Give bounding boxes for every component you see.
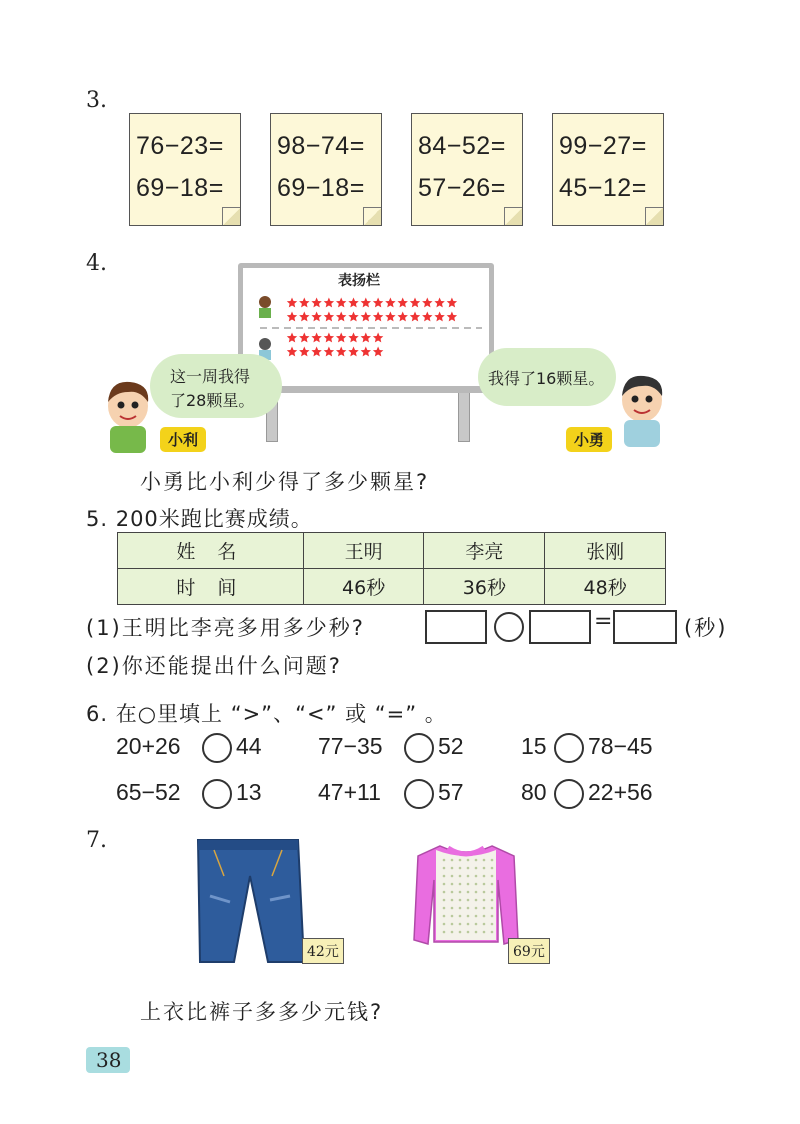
equation: 69−18= [136,174,224,202]
star-icon [299,298,309,308]
pattern-dot [475,867,478,870]
pattern-dot [459,867,462,870]
pattern-dot [467,891,470,894]
q7-label: 7. [86,828,107,853]
pattern-dot [491,923,494,926]
star-icon [348,347,358,357]
compare-circle[interactable] [202,779,232,809]
pattern-dot [443,859,446,862]
star-icon [299,333,309,343]
pattern-dot [483,891,486,894]
xiaoli-row-icon [259,296,271,318]
bubble-line: 这一周我得 [170,367,251,386]
pattern-dot [483,867,486,870]
compare-left: 15 [521,733,547,759]
pattern-dot [451,915,454,918]
pattern-dot [459,891,462,894]
compare-right: 57 [438,779,464,805]
equals-sign: = [594,609,613,634]
pattern-dot [475,883,478,886]
pattern-dot [451,891,454,894]
pattern-dot [459,907,462,910]
compare-right: 13 [236,779,262,805]
star-icon [398,312,408,322]
pattern-dot [475,923,478,926]
board-title: 表扬栏 [338,273,380,289]
pattern-dot [451,923,454,926]
pattern-dot [467,923,470,926]
pattern-dot [483,883,486,886]
compare-circle[interactable] [554,733,584,763]
compare-right: 44 [236,733,262,759]
equation: 84−52= [418,132,506,160]
pattern-dot [475,891,478,894]
equation: 99−27= [559,132,647,160]
pattern-dot [475,875,478,878]
star-icon [348,333,358,343]
equation: 45−12= [559,174,647,202]
jeans-image [190,836,310,966]
compare-circle[interactable] [554,779,584,809]
pattern-dot [491,859,494,862]
pattern-dot [443,915,446,918]
star-icon [311,333,321,343]
answer-box[interactable] [613,610,677,644]
compare-circle[interactable] [404,733,434,763]
page-curl [504,207,522,225]
pattern-dot [459,923,462,926]
pattern-dot [475,899,478,902]
compare-left: 77−35 [318,733,383,759]
star-icon [434,312,444,322]
compare-circle[interactable] [202,733,232,763]
answer-box[interactable] [529,610,591,644]
page-curl [645,207,663,225]
star-icon [324,298,334,308]
pattern-dot [467,875,470,878]
star-icon [361,333,371,343]
star-icon [361,312,371,322]
star-icon [410,298,420,308]
pattern-dot [451,875,454,878]
pattern-dot [443,891,446,894]
problem-card [552,113,664,226]
compare-left: 20+26 [116,733,181,759]
star-icon [410,312,420,322]
table-cell: 46秒 [303,569,424,605]
star-icon [324,333,334,343]
table-cell: 48秒 [545,569,666,605]
pattern-dot [443,923,446,926]
pattern-dot [475,859,478,862]
star-icon [373,312,383,322]
star-icon [324,312,334,322]
q6-label: 6. 在○里填上 “>”、“<” 或 “=” 。 [86,702,447,726]
pattern-dot [451,907,454,910]
page-curl [222,207,240,225]
pattern-dot [451,883,454,886]
xiaoyong-name-tag: 小勇 [566,427,612,452]
pattern-dot [483,915,486,918]
star-icon [361,347,371,357]
compare-right: 78−45 [588,733,653,759]
star-icon [434,298,444,308]
table-cell: 36秒 [424,569,545,605]
pattern-dot [451,931,454,934]
star-icon [447,298,457,308]
q4-label: 4. [86,251,107,276]
xiaoyong-speech-bubble [478,348,616,406]
star-icon [348,312,358,322]
star-icon [287,347,297,357]
page-curl [363,207,381,225]
star-icon [299,347,309,357]
pattern-dot [443,867,446,870]
star-icon [311,347,321,357]
page-number-badge [86,1047,130,1073]
pattern-dot [459,875,462,878]
star-icon [385,312,395,322]
compare-left: 47+11 [318,779,381,805]
compare-right: 52 [438,733,464,759]
star-icon [385,298,395,308]
q5-part1: (1)王明比李亮多用多少秒? [86,616,365,640]
pattern-dot [483,859,486,862]
pattern-dot [483,923,486,926]
q4-question: 小勇比小利少得了多少颗星? [140,470,430,494]
star-icon [287,333,297,343]
pattern-dot [491,867,494,870]
star-icon [373,333,383,343]
equation: 57−26= [418,174,506,202]
bubble-line: 了28颗星。 [170,391,255,410]
table-header: 张刚 [545,533,666,569]
page-number: 38 [96,1048,122,1072]
compare-right: 22+56 [588,779,653,805]
star-icon [398,298,408,308]
q5-label: 5. 200米跑比赛成绩。 [86,507,313,531]
star-icon [324,347,334,357]
pattern-dot [483,875,486,878]
star-icon [336,298,346,308]
pattern-dot [467,907,470,910]
xiaoli-speech-bubble [150,354,282,418]
compare-circle[interactable] [404,779,434,809]
star-chart [254,292,484,370]
table-row [118,533,666,569]
pattern-dot [459,915,462,918]
pattern-dot [459,883,462,886]
star-icon [287,312,297,322]
pattern-dot [491,875,494,878]
pattern-dot [467,859,470,862]
pattern-dot [451,859,454,862]
pattern-dot [491,899,494,902]
board-leg [458,390,470,442]
star-icon [299,312,309,322]
star-icon [447,312,457,322]
star-icon [422,312,432,322]
pattern-dot [491,883,494,886]
star-icon [287,298,297,308]
star-icon [348,298,358,308]
q5-part2: (2)你还能提出什么问题? [86,654,342,678]
pattern-dot [467,931,470,934]
pattern-dot [467,867,470,870]
pattern-dot [483,899,486,902]
shirt-price-tag: 69元 [508,938,550,964]
q7-question: 上衣比裤子多多少元钱? [140,1000,384,1024]
pattern-dot [475,915,478,918]
results-table [117,532,666,605]
pattern-dot [491,891,494,894]
pattern-dot [475,931,478,934]
problem-card [270,113,382,226]
equation: 69−18= [277,174,365,202]
pattern-dot [459,859,462,862]
equation: 98−74= [277,132,365,160]
pattern-dot [459,931,462,934]
pattern-dot [467,915,470,918]
pattern-dot [491,907,494,910]
problem-card [129,113,241,226]
star-icon [311,298,321,308]
pattern-dot [451,867,454,870]
pattern-dot [443,931,446,934]
star-icon [336,333,346,343]
problem-card [411,113,523,226]
star-icon [422,298,432,308]
equation: 76−23= [136,132,224,160]
pattern-dot [491,915,494,918]
pattern-dot [491,931,494,934]
xiaoli-character [100,378,156,453]
operator-circle[interactable] [494,612,524,642]
answer-box[interactable] [425,610,487,644]
table-header: 王明 [303,533,424,569]
star-icon [361,298,371,308]
pants-price-tag: 42元 [302,938,344,964]
table-cell: 时 间 [118,569,304,605]
pattern-dot [443,875,446,878]
xiaoyong-character [614,372,670,447]
table-header: 李亮 [424,533,545,569]
pattern-dot [451,899,454,902]
table-row [118,569,666,605]
pattern-dot [483,931,486,934]
star-icon [336,347,346,357]
compare-left: 65−52 [116,779,181,805]
star-icon [373,347,383,357]
star-icon [311,312,321,322]
pattern-dot [443,907,446,910]
pattern-dot [475,907,478,910]
compare-left: 80 [521,779,547,805]
bubble-text: 我得了16颗星。 [488,369,605,388]
pattern-dot [443,883,446,886]
pattern-dot [483,907,486,910]
pattern-dot [467,883,470,886]
table-header: 姓 名 [118,533,304,569]
star-icon [336,312,346,322]
pattern-dot [459,899,462,902]
xiaoli-name-tag: 小利 [160,427,206,452]
pattern-dot [443,899,446,902]
star-icon [373,298,383,308]
pattern-dot [467,899,470,902]
sweater-image [410,840,522,948]
unit-label: (秒) [684,616,728,640]
q3-label: 3. [86,88,107,113]
